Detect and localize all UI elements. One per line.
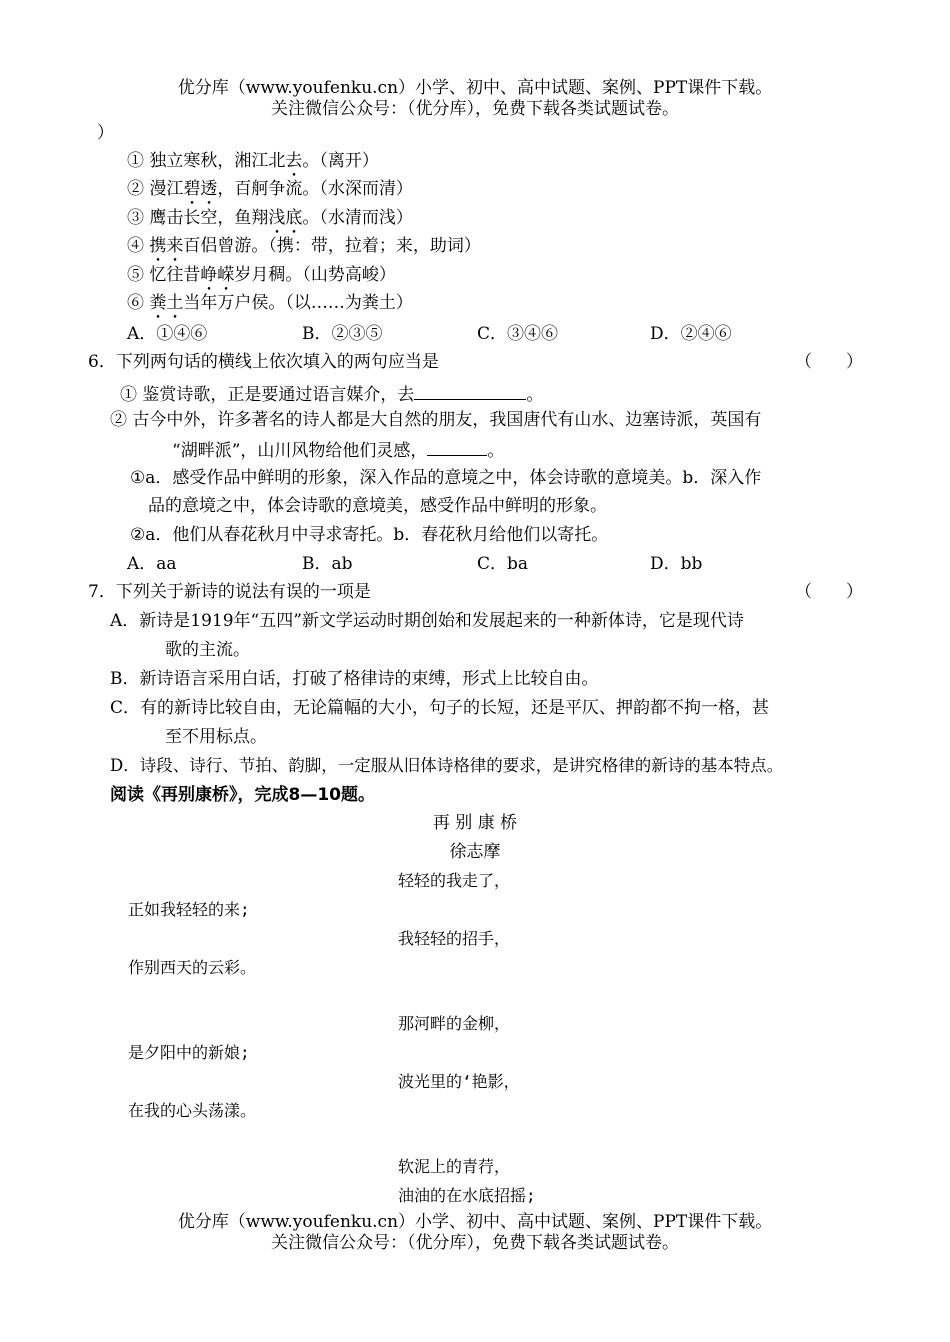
q6-choice-1-line-1: ①a．感受作品中鲜明的形象，深入作品的意境之中，体会诗歌的意境美。b．深入作 bbox=[130, 468, 762, 488]
q7-stem: 7．下列关于新诗的说法有误的一项是 bbox=[88, 582, 371, 602]
q5-option-c: C．③④⑥ bbox=[477, 324, 559, 344]
q7-answer-paren: （ ） bbox=[795, 582, 863, 602]
q5-item-5: ⑤ 忆往昔峥嵘岁月稠。（山势高峻） bbox=[127, 265, 396, 285]
poem-line-4: 作别西天的云彩。 bbox=[128, 958, 257, 977]
poem-line-7: 波光里的‘艳影， bbox=[398, 1072, 520, 1091]
q5-option-b: B．②③⑤ bbox=[302, 324, 383, 344]
header-line-1: 优分库（www.youfenku.cn）小学、初中、高中试题、案例、PPT课件下载。 bbox=[177, 78, 773, 98]
q7-option-c-line-1: C．有的新诗比较自由，无论篇幅的大小，句子的长短，还是平仄、押韵都不拘一格，甚 bbox=[110, 698, 770, 718]
poem-line-6: 是夕阳中的新娘; bbox=[128, 1043, 250, 1062]
reading-instruction: 阅读《再别康桥》，完成8—10题。 bbox=[110, 785, 375, 805]
q6-answer-paren: （ ） bbox=[795, 352, 863, 372]
q6-choice-2: ②a．他们从春花秋月中寻求寄托。b．春花秋月给他们以寄托。 bbox=[130, 525, 609, 545]
poem-line-1: 轻轻的我走了， bbox=[398, 871, 511, 890]
q6-sentence-1: ① 鉴赏诗歌，正是要通过语言媒介，去 。 bbox=[120, 381, 543, 406]
footer-line-1: 优分库（www.youfenku.cn）小学、初中、高中试题、案例、PPT课件下载。 bbox=[177, 1212, 773, 1232]
q6-option-a: A．aa bbox=[127, 554, 177, 574]
poem-line-3: 我轻轻的招手， bbox=[398, 929, 511, 948]
q5-item-4: ④ 携来百侣曾游。（携：带，拉着；来，助词） bbox=[127, 236, 481, 256]
poem-author: 徐志摩 bbox=[449, 842, 501, 862]
q6-option-d: D．bb bbox=[650, 554, 703, 574]
q6-stem: 6．下列两句话的横线上依次填入的两句应当是 bbox=[88, 352, 439, 372]
q6-option-b: B．ab bbox=[302, 554, 353, 574]
q7-option-c-line-2: 至不用标点。 bbox=[165, 727, 267, 747]
poem-line-9: 软泥上的青荇， bbox=[398, 1157, 511, 1176]
q6-sentence-2-line-2: “湖畔派”，山川风物给他们灵感， 。 bbox=[172, 437, 504, 462]
q5-item-3: ③ 鹰击长空，鱼翔浅底。（水清而浅） bbox=[127, 208, 413, 228]
q5-closing-paren: ） bbox=[97, 123, 114, 143]
q5-option-d: D．②④⑥ bbox=[650, 324, 732, 344]
q5-item-2: ② 漫江碧透，百舸争流。（水深而清） bbox=[127, 179, 413, 199]
q7-option-a-line-2: 歌的主流。 bbox=[165, 640, 250, 660]
q6-sentence-2-line-1: ② 古今中外，许多著名的诗人都是大自然的朋友，我国唐代有山水、边塞诗派，英国有 bbox=[110, 410, 762, 430]
poem-title: 再 别 康 桥 bbox=[432, 813, 518, 833]
q7-option-d: D．诗段、诗行、节拍、韵脚，一定服从旧体诗格律的要求，是讲究格律的新诗的基本特点。 bbox=[110, 756, 784, 775]
poem-line-8: 在我的心头荡漾。 bbox=[128, 1101, 257, 1120]
footer-line-2: 关注微信公众号：（优分库），免费下载各类试题试卷。 bbox=[271, 1233, 679, 1253]
q5-option-a: A．①④⑥ bbox=[127, 324, 208, 344]
poem-line-5: 那河畔的金柳， bbox=[398, 1014, 511, 1033]
q7-option-a-line-1: A．新诗是1919年“五四”新文学运动时期创始和发展起来的一种新体诗，它是现代诗 bbox=[110, 611, 744, 631]
q5-item-6: ⑥ 粪土当年万户侯。（以……为粪土） bbox=[127, 293, 413, 313]
header-line-2: 关注微信公众号：（优分库），免费下载各类试题试卷。 bbox=[271, 99, 679, 119]
q6-choice-1-line-2: 品的意境之中，体会诗歌的意境美，感受作品中鲜明的形象。 bbox=[148, 496, 607, 516]
q7-option-b: B．新诗语言采用白话，打破了格律诗的束缚，形式上比较自由。 bbox=[110, 669, 599, 689]
q6-option-c: C．ba bbox=[477, 554, 529, 574]
q5-item-1: ① 独立寒秋，湘江北去。（离开） bbox=[127, 151, 379, 171]
poem-line-2: 正如我轻轻的来; bbox=[128, 900, 250, 919]
poem-line-10: 油油的在水底招摇; bbox=[398, 1186, 536, 1205]
